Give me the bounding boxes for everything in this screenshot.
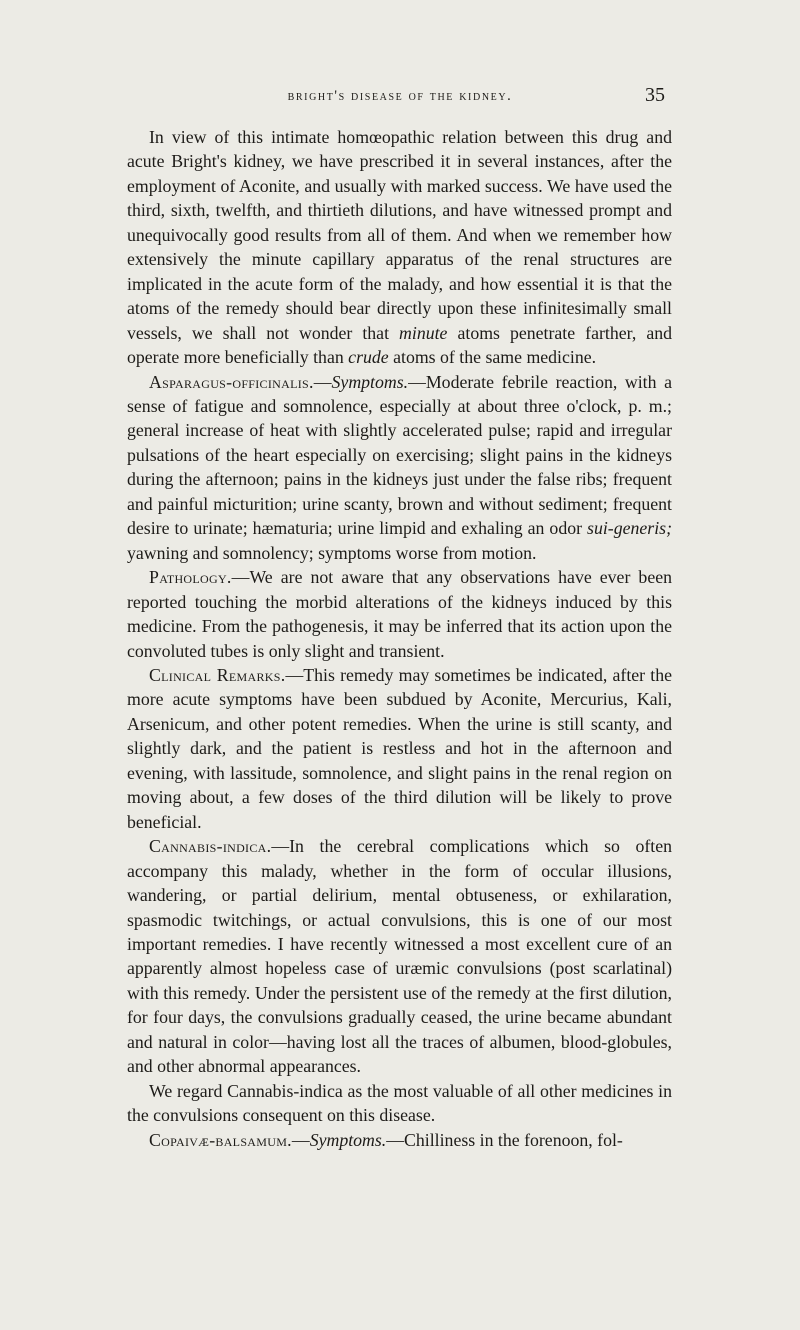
paragraph-text: —Moderate febrile reaction, with a sense of fatigue and somnolence, especially at about three o'clock, p. m.; general increase of heat with slightly accelerated pulse; rapid and irregular pulsations of the heart especially on exercising; slight pains in the kidneys during the afternoon; pains in the kidneys just under the false ribs; frequent and painful micturition; urine scanty, brown and without sediment; frequent desire to urinate; hæmaturia; urine limpid and exhaling an odor xyxy=(127,371,672,539)
section-heading-cannabis-indica: Cannabis-indica. xyxy=(149,836,272,857)
body-text xyxy=(127,125,672,1152)
paragraph-homoeopathic-relation xyxy=(127,125,672,370)
paragraph-asparagus: Asparagus-officinalis.—Symptoms.—Moderate febrile reaction, with a sense of fatigue and somnolence, especially at about three o'clock, p. m.; general increase of heat with slightly accelerated pulse; rapid and irregular pulsations of the heart especially on exercising; slight pains in the kidneys during the afternoon; pains in the kidneys just under the false ribs; frequent and painful micturition; urine scanty, brown and without sediment; frequent desire to urinate; hæmaturia; urine limpid and exhaling an odor sui-generis; yawning and somnolency; symptoms worse from motion. xyxy=(127,371,672,563)
paragraph-text: atoms of the same medicine. xyxy=(388,347,597,368)
emphasis-minute: minute xyxy=(399,322,448,343)
paragraph-text: yawning and somnolency; symptoms worse from motion. xyxy=(127,542,537,563)
paragraph-cannabis-indica xyxy=(127,834,672,1079)
running-title: bright's disease of the kidney. xyxy=(287,88,513,104)
paragraph-text: atoms penetrate farther, and operate more beneficially than xyxy=(127,322,672,368)
paragraph-text: In view of this intimate homœopathic relation between this drug and acute Bright's kidney, we have prescribed it in several instances, after the employment of Aconite, and usually with marked success. We have used the third, sixth, twelfth, and thirtieth dilutions, and have witnessed prompt and unequivocally good results from all of them. And when we remember how extensively the minute capillary apparatus of the renal structures are implicated in the acute form of the malady, and how essential it is that the atoms of the remedy should bear directly upon these infinitesimally small vessels, we shall not wonder that xyxy=(127,127,672,343)
running-head xyxy=(0,84,800,110)
page-number: 35 xyxy=(645,84,665,106)
paragraph-cannabis-regard xyxy=(127,1079,672,1128)
emphasis-sui-generis: sui-generis; xyxy=(587,518,672,539)
emphasis-crude: crude xyxy=(348,347,389,368)
paragraph-pathology xyxy=(127,565,672,663)
section-heading-asparagus: Asparagus-officinalis. xyxy=(149,371,314,392)
subheading-symptoms: Symptoms. xyxy=(331,371,409,392)
paragraph-copaivae: Copaivæ-balsamum.—Symptoms.—Chilliness in the forenoon, fol- xyxy=(149,1129,623,1150)
section-heading-copaivae: Copaivæ-balsamum. xyxy=(149,1129,292,1150)
section-heading-pathology: Pathology. xyxy=(149,567,232,588)
paragraph-text: —In the cerebral complications which so often accompany this malady, whether in the form of occular illusions, wandering, or partial delirium, mental obtuseness, or exhilaration, spasmodic twitchings, or actual convulsions, this is one of our most important remedies. I have recently witnessed a most excellent cure of an apparently almost hopeless case of uræmic convulsions (post scarlatinal) with this remedy. Under the persistent use of the remedy at the first dilution, for four days, the convulsions gradually ceased, the urine became abundant and natural in color—having lost all the traces of albumen, blood-globules, and other abnormal appearances. xyxy=(127,836,672,1077)
paragraph-text: —This remedy may sometimes be indicated, after the more acute symptoms have been subdued by Aconite, Mercurius, Kali, Arsenicum, and other potent remedies. When the urine is still scanty, and slightly dark, and the patient is restless and hot in the afternoon and evening, with lassitude, somnolence, and slight pains in the renal region on moving about, a few doses of the third dilution will be likely to prove beneficial. xyxy=(127,664,673,832)
paragraph-clinical-remarks xyxy=(127,663,672,834)
section-heading-clinical-remarks: Clinical Remarks. xyxy=(149,664,286,685)
paragraph-text: —Chilliness in the forenoon, fol- xyxy=(386,1129,623,1150)
paragraph-text: We regard Cannabis-indica as the most valuable of all other medicines in the convulsions consequent on this disease. xyxy=(127,1080,672,1126)
paragraph-text: —We are not aware that any observations have ever been reported touching the morbid alterations of the kidneys induced by this medicine. From the pathogenesis, it may be inferred that its action upon the convoluted tubes is only slight and transient. xyxy=(127,567,672,661)
subheading-symptoms: Symptoms. xyxy=(309,1129,387,1150)
